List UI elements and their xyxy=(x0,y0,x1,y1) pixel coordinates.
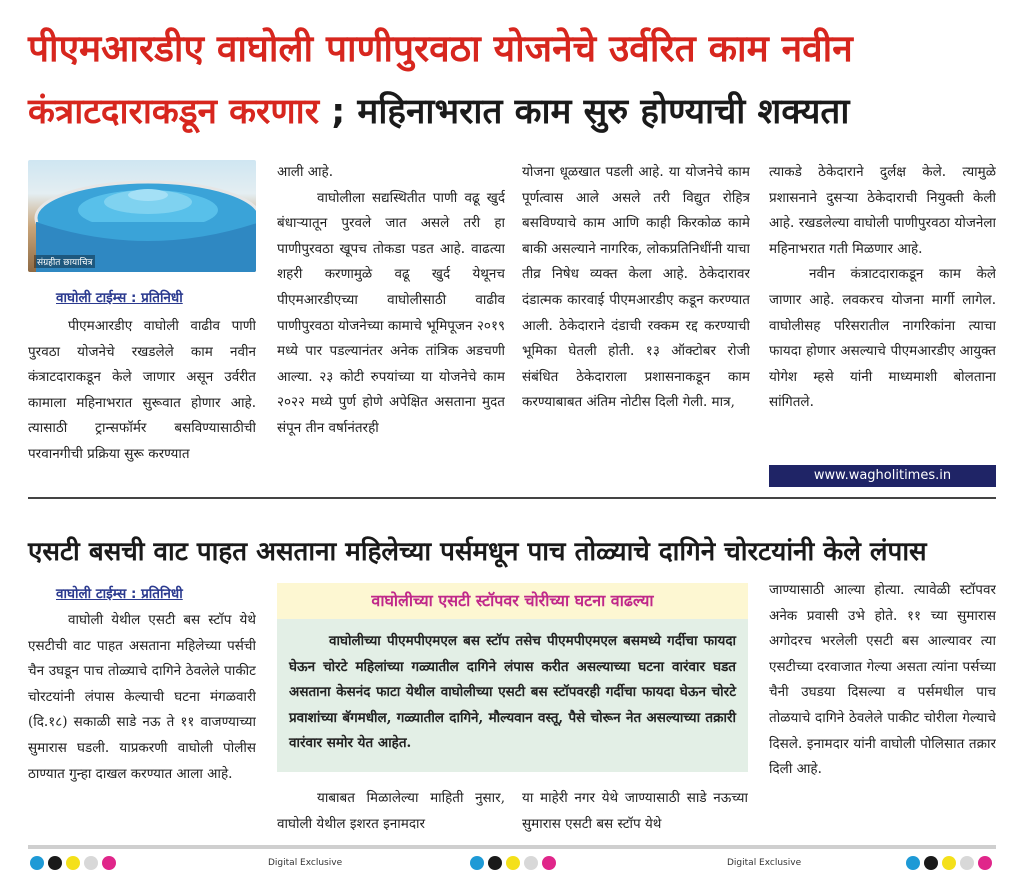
story2-column-2 xyxy=(277,786,505,838)
story2-highlight-box xyxy=(277,619,748,772)
registration-marks-left xyxy=(30,856,116,870)
story1-col4-paragraph-2: नवीन कंत्राटदाराकडून काम केले जाणार आहे. लवकरच योजना मार्गी लागेल. वाघोलीसह परिसरातील नागरिकांना त्याचा फायदा होणार असल्याचे पीएमआरडीए आयुक्त योगेश म्हसे यांनी माध्यमाशी बोलताना सांगितले. xyxy=(769,266,996,411)
story1-headline-black-part: ; महिनाभरात काम सुरु होण्याची शक्यता xyxy=(319,92,850,132)
story1-column-3 xyxy=(522,160,750,492)
story2-column-1 xyxy=(28,608,256,838)
footer-bar xyxy=(28,845,996,849)
story1-col3-paragraph: योजना धूळखात पडली आहे. या योजनेचे काम पूर्णत्वास आले असले तरी विद्युत रोहित्र बसविण्याचे काम आणि काही किरकोळ कामे बाकी असल्याने नागरिक, लोकप्रतिनिधींनी याचा तीव्र निषेध व्यक्त केला आहे. ठेकेदारावर दंडात्मक कारवाई पीएमआरडीए कडून करण्यात आली. ठेकेदाराने दंडाची रक्कम रद्द करण्याची भूमिका घेतली होती. १३ ऑक्टोबर रोजी संबंधित ठेकेदाराला प्रशासनाकडून काम करण्याबाबत अंतिम नोटीस दिली गेली. मात्र, xyxy=(522,164,750,411)
story1-headline-red-part: कंत्राटदाराकडून करणार xyxy=(28,92,320,132)
story2-col4-paragraph: जाण्यासाठी आल्या होत्या. त्यावेळी स्टॉपवर अनेक प्रवासी उभे होते. ११ च्या सुमारास अगोदरच भरलेली एसटी बस आल्यावर त्या एसटीच्या दरवाजात गेल्या असता त्यांना पर्सच्या चैनी उघडया दिसल्या व पर्समधील पाच तोळयाचे दागिने ठेवलेले पाकीट चोरीला गेल्याचे दिसले. इनामदार यांनी वाघोली पोलिसात तक्रार दिली आहे. xyxy=(769,582,996,778)
gray-dot xyxy=(84,856,98,870)
story2-column-4 xyxy=(769,578,996,838)
cyan-dot xyxy=(30,856,44,870)
story1-col2-paragraph-1: आली आहे. xyxy=(277,164,333,180)
story1-col4-paragraph-1: त्याकडे ठेकेदाराने दुर्लक्ष केले. त्यामुळे प्रशासनाने दुसऱ्या ठेकेदाराची नियुक्ती केली आहे. रखडलेल्या वाघोली पाणीपुरवठा योजनेला महिनाभरात गती मिळणार आहे. xyxy=(769,164,996,257)
footer-label-left: Digital Exclusive xyxy=(268,858,343,868)
story1-byline: वाघोली टाईम्स : प्रतिनिधी xyxy=(56,290,183,306)
website-link[interactable]: www.wagholitimes.in xyxy=(769,465,996,487)
black-dot xyxy=(924,856,938,870)
photo-caption: संग्रहीत छायाचित्र xyxy=(34,255,95,268)
section-divider xyxy=(28,497,996,499)
story1-headline-line1: पीएमआरडीए वाघोली पाणीपुरवठा योजनेचे उर्वरित काम नवीन xyxy=(28,27,853,70)
story2-highlight-text: वाघोलीच्या पीएमपीएमएल बस स्टॉप तसेच पीएमपीएमएल बसमध्ये गर्दीचा फायदा घेऊन चोरटे महिलांच्या गळ्यातील दागिने लंपास करीत असल्याच्या घटना वारंवार घडत असताना केसनंद फाटा येथील वाघोलीच्या एसटी बस स्टॉपवरही गर्दीचा फायदा घेऊन चोरटे प्रवाशांच्या बॅगमधील, गळ्यातील दागिने, मौल्यवान वस्तू, पैसे चोरून नेत असल्याच्या तक्रारी वारंवार समोर येत आहेत. xyxy=(289,633,736,751)
story1-column-4 xyxy=(769,160,996,464)
registration-marks-right xyxy=(906,856,992,870)
story1-column-2 xyxy=(277,160,505,492)
story1-col2-paragraph-2: वाघोलीला सद्यस्थितीत पाणी वढू खुर्द बंधाऱ्यातून पुरवले जात असले तरी हा पाणीपुरवठा खूपच तोकडा पडत आहे. वाढत्या शहरी करणामुळे वढू खुर्द येथूनच पीएमआरडीएच्या वाघोलीसाठी वाढीव पाणीपुरवठा योजनेच्या कामाचे भूमिपूजन २०१९ मध्ये पार पडल्यानंतर अनेक तांत्रिक अडचणी आल्या. २३ कोटी रुपयांच्या या योजनेचे काम २०२२ मध्ये पुर्ण होणे अपेक्षित असताना मुदत संपून तीन वर्षानंतरही xyxy=(277,189,505,436)
story2-col3-paragraph: या माहेरी नगर येथे जाण्यासाठी साडे नऊच्या सुमारास एसटी बस स्टॉप येथे xyxy=(522,790,748,832)
black-dot xyxy=(488,856,502,870)
story1-headline-line2 xyxy=(28,92,998,132)
story1-column-1 xyxy=(28,314,256,494)
yellow-dot xyxy=(506,856,520,870)
water-tank-photo xyxy=(28,160,256,272)
story2-byline: वाघोली टाईम्स : प्रतिनिधी xyxy=(56,586,183,602)
story2-col1-paragraph: वाघोली येथील एसटी बस स्टॉप येथे एसटीची वाट पाहत असताना महिलेच्या पर्सची चैन उघडून पाच तोळ्याचे दागिने ठेवलेले पाकीट चोरटयांनी लंपास केल्याची घटना मंगळवारी (दि.१८) सकाळी साडे नऊ ते ११ वाजण्याच्या सुमारास घडली. याप्रकरणी वाघोली पोलीस ठाण्यात गुन्हा दाखल करण्यात आला आहे. xyxy=(28,612,256,782)
story2-col2-paragraph: याबाबत मिळालेल्या माहिती नुसार, वाघोली येथील इशरत इनामदार xyxy=(277,790,505,832)
footer-label-right: Digital Exclusive xyxy=(727,858,802,868)
story2-headline: एसटी बसची वाट पाहत असताना महिलेच्या पर्समधून पाच तोळ्याचे दागिने चोरटयांनी केले लंपास xyxy=(28,537,927,567)
story2-highlight-title: वाघोलीच्या एसटी स्टॉपवर चोरीच्या घटना वाढल्या xyxy=(277,583,748,619)
black-dot xyxy=(48,856,62,870)
gray-dot xyxy=(960,856,974,870)
story1-col1-paragraph: पीएमआरडीए वाघोली वाढीव पाणी पुरवठा योजनेचे रखडलेले काम नवीन कंत्राटदाराकडून केले जाणार असून उर्वरीत कामाला महिनाभरात सुरूवात होणार आहे. त्यासाठी ट्रान्सफॉर्मर बसविण्यासाठीची परवानगीची प्रक्रिया सुरू करण्यात xyxy=(28,318,256,462)
cyan-dot xyxy=(906,856,920,870)
yellow-dot xyxy=(66,856,80,870)
yellow-dot xyxy=(942,856,956,870)
registration-marks-center xyxy=(470,856,556,870)
gray-dot xyxy=(524,856,538,870)
magenta-dot xyxy=(102,856,116,870)
story2-column-3 xyxy=(522,786,748,838)
cyan-dot xyxy=(470,856,484,870)
magenta-dot xyxy=(978,856,992,870)
magenta-dot xyxy=(542,856,556,870)
